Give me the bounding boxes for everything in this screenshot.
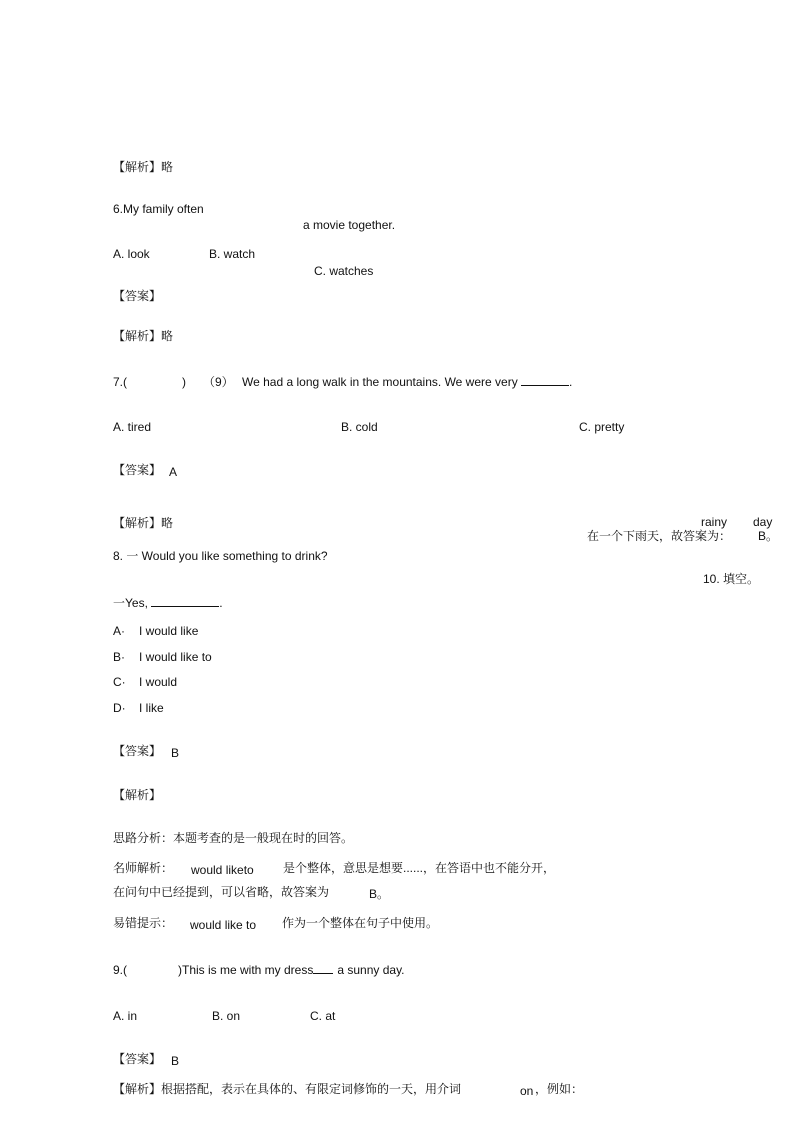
q7-option-a: A. tired	[113, 420, 152, 434]
q8-mistake-phrase: would like to	[190, 918, 257, 932]
q8-option-c: I would	[139, 675, 178, 689]
q9-answer-value: B	[171, 1054, 180, 1068]
q8-option-c-label: C·	[113, 675, 126, 689]
q8-stem: 8. 一 Would you like something to drink?	[113, 549, 328, 563]
q9-stem	[178, 963, 405, 977]
q6-stem-part1: 6.My family often	[113, 202, 204, 216]
q6-option-b: B. watch	[209, 247, 256, 261]
q8-reply-prefix: 一Yes,	[113, 596, 148, 610]
q6-stem-part2: a movie together.	[303, 218, 396, 232]
q8-teacher-label: 名师解析：	[113, 861, 174, 875]
stray-day: day	[753, 515, 773, 529]
stray-explanation: 在一个下雨天，故答案为：	[587, 529, 732, 543]
q7-option-b: B. cold	[341, 420, 378, 434]
q6-option-c: C. watches	[314, 264, 374, 278]
stray-rainy: rainy	[701, 515, 728, 529]
q8-teacher-answer: B。	[369, 887, 390, 901]
q8-option-b-label: B·	[113, 650, 125, 664]
q7-stem-prefix: 7.(	[113, 375, 128, 389]
q8-option-d: I like	[139, 701, 164, 715]
q7-stem	[242, 375, 572, 389]
q7-answer-label: 【答案】	[113, 463, 162, 477]
q9-analysis-text: 【解析】根据搭配，表示在具体的、有限定词修饰的一天，用介词	[113, 1082, 462, 1096]
q8-teacher-phrase: would liketo	[191, 863, 254, 877]
q9-stem-text: )This is me with my dress	[178, 963, 314, 977]
q8-thinking: 思路分析：本题考查的是一般现在时的回答。	[113, 831, 354, 845]
stray-q10: 10. 填空。	[703, 572, 760, 586]
q8-option-a: I would like	[139, 624, 199, 638]
q8-option-a-label: A·	[113, 624, 125, 638]
q8-analysis-label: 【解析】	[113, 788, 162, 802]
q8-answer-label: 【答案】	[113, 744, 162, 758]
q9-stem-prefix: 9.(	[113, 963, 128, 977]
q8-mistake-text: 作为一个整体在句子中使用。	[282, 916, 439, 930]
q5-analysis: 【解析】略	[113, 160, 174, 174]
q8-option-b: I would like to	[139, 650, 212, 664]
q8-answer-value: B	[171, 746, 180, 760]
q7-stem-text: We had a long walk in the mountains. We were very	[242, 375, 518, 389]
q8-option-d-label: D·	[113, 701, 126, 715]
q6-option-a: A. look	[113, 247, 150, 261]
q7-paren-close: )	[182, 375, 186, 389]
q9-option-a: A. in	[113, 1009, 138, 1023]
q9-option-b: B. on	[212, 1009, 241, 1023]
q9-stem-after: a sunny day.	[337, 963, 405, 977]
q8-teacher-line2: 在问句中已经提到，可以省略，故答案为	[113, 885, 330, 899]
q7-analysis: 【解析】略	[113, 516, 174, 530]
q8-reply-end: .	[219, 596, 223, 610]
q7-blank	[521, 384, 569, 386]
q9-answer-label: 【答案】	[113, 1052, 162, 1066]
q9-analysis-end: ，例如：	[535, 1082, 584, 1096]
q7-unit: （9）	[203, 375, 234, 389]
q7-answer-value: A	[169, 465, 178, 479]
q7-stem-end: .	[569, 375, 573, 389]
q6-analysis: 【解析】略	[113, 329, 174, 343]
q8-teacher-text: 是个整体，意思是想要......，在答语中也不能分开，	[283, 861, 556, 875]
q9-blank	[313, 972, 333, 974]
q8-mistake-label: 易错提示：	[113, 916, 174, 930]
q6-answer-label: 【答案】	[113, 289, 162, 303]
q8-reply	[113, 596, 223, 610]
q9-analysis-word: on	[520, 1084, 534, 1098]
stray-answer: B。	[758, 529, 779, 543]
q9-option-c: C. at	[310, 1009, 336, 1023]
q7-option-c: C. pretty	[579, 420, 625, 434]
q8-blank	[151, 605, 219, 607]
